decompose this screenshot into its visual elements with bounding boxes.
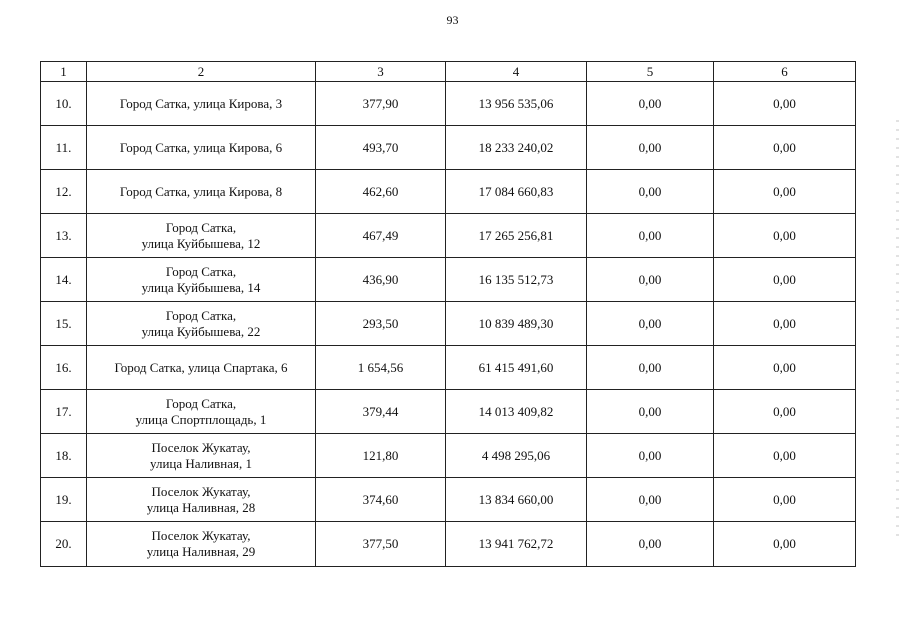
area-cell: 1 654,56 (316, 346, 446, 390)
value-col5-cell: 0,00 (587, 302, 714, 346)
address-line: улица Куйбышева, 22 (141, 323, 261, 339)
row-number-cell: 16. (41, 346, 87, 390)
area-cell: 121,80 (316, 434, 446, 478)
address-line: Город Сатка, (165, 219, 237, 235)
address-line: Город Сатка, (165, 395, 237, 411)
address-line: улица Спортплощадь, 1 (135, 411, 267, 427)
table-row (41, 214, 856, 258)
value-col6-cell: 0,00 (714, 302, 856, 346)
address-line: Город Сатка, улица Спартака, 6 (114, 359, 288, 375)
value-col5-cell: 0,00 (587, 126, 714, 170)
area-cell: 493,70 (316, 126, 446, 170)
value-col6-cell: 0,00 (714, 258, 856, 302)
row-number-cell: 10. (41, 82, 87, 126)
table-row (41, 478, 856, 522)
area-cell: 377,90 (316, 82, 446, 126)
area-cell: 377,50 (316, 522, 446, 567)
amount-cell: 13 956 535,06 (446, 82, 587, 126)
amount-cell: 4 498 295,06 (446, 434, 587, 478)
value-col5-cell: 0,00 (587, 214, 714, 258)
area-cell: 379,44 (316, 390, 446, 434)
value-col6-cell: 0,00 (714, 390, 856, 434)
row-number-cell: 20. (41, 522, 87, 567)
address-cell (87, 258, 316, 302)
row-number-cell: 18. (41, 434, 87, 478)
table-row (41, 126, 856, 170)
value-col6-cell: 0,00 (714, 346, 856, 390)
area-cell: 436,90 (316, 258, 446, 302)
address-line: улица Наливная, 28 (146, 499, 256, 515)
area-cell: 293,50 (316, 302, 446, 346)
address-cell (87, 214, 316, 258)
address-line: улица Куйбышева, 14 (141, 279, 261, 295)
address-cell (87, 478, 316, 522)
table-row (41, 82, 856, 126)
row-number-cell: 17. (41, 390, 87, 434)
address-line: Город Сатка, улица Кирова, 8 (119, 183, 283, 199)
address-cell (87, 390, 316, 434)
column-header: 2 (87, 62, 316, 82)
address-cell (87, 522, 316, 567)
table-header (41, 62, 856, 82)
column-header: 3 (316, 62, 446, 82)
table-row (41, 258, 856, 302)
row-number-cell: 12. (41, 170, 87, 214)
table-row (41, 522, 856, 567)
amount-cell: 10 839 489,30 (446, 302, 587, 346)
address-line: улица Куйбышева, 12 (141, 235, 261, 251)
address-line: Город Сатка, улица Кирова, 3 (119, 95, 283, 111)
address-line: Город Сатка, (165, 263, 237, 279)
address-line: Город Сатка, улица Кирова, 6 (119, 139, 283, 155)
row-number-cell: 15. (41, 302, 87, 346)
table-row (41, 346, 856, 390)
value-col6-cell: 0,00 (714, 170, 856, 214)
value-col6-cell: 0,00 (714, 522, 856, 567)
address-cell (87, 82, 316, 126)
address-cell (87, 126, 316, 170)
value-col6-cell: 0,00 (714, 214, 856, 258)
row-number-cell: 11. (41, 126, 87, 170)
amount-cell: 61 415 491,60 (446, 346, 587, 390)
row-number-cell: 19. (41, 478, 87, 522)
address-line: улица Наливная, 1 (150, 455, 252, 471)
column-header: 6 (714, 62, 856, 82)
value-col5-cell: 0,00 (587, 478, 714, 522)
column-header: 5 (587, 62, 714, 82)
value-col5-cell: 0,00 (587, 346, 714, 390)
address-cell (87, 302, 316, 346)
address-line: Поселок Жукатау, (151, 528, 251, 543)
amount-cell: 17 265 256,81 (446, 214, 587, 258)
column-header: 1 (41, 62, 87, 82)
table-row (41, 170, 856, 214)
value-col5-cell: 0,00 (587, 170, 714, 214)
area-cell: 462,60 (316, 170, 446, 214)
page-number: 93 (446, 13, 459, 27)
amount-cell: 17 084 660,83 (446, 170, 587, 214)
amount-cell: 18 233 240,02 (446, 126, 587, 170)
address-cell (87, 170, 316, 214)
value-col6-cell: 0,00 (714, 126, 856, 170)
row-number-cell: 13. (41, 214, 87, 258)
table-row (41, 434, 856, 478)
address-line: Поселок Жукатау, (151, 483, 251, 499)
value-col5-cell: 0,00 (587, 82, 714, 126)
column-header: 4 (446, 62, 587, 82)
address-line: Город Сатка, (165, 307, 237, 323)
header-row (41, 62, 856, 82)
scan-edge-marks (896, 120, 899, 540)
area-cell: 374,60 (316, 478, 446, 522)
value-col5-cell: 0,00 (587, 434, 714, 478)
data-table (40, 61, 856, 567)
value-col6-cell: 0,00 (714, 434, 856, 478)
address-cell (87, 346, 316, 390)
table-body (41, 82, 856, 567)
table-row (41, 390, 856, 434)
value-col6-cell: 0,00 (714, 478, 856, 522)
value-col6-cell: 0,00 (714, 82, 856, 126)
value-col5-cell: 0,00 (587, 390, 714, 434)
address-line: улица Наливная, 29 (146, 544, 256, 559)
value-col5-cell: 0,00 (587, 522, 714, 567)
table-row (41, 302, 856, 346)
address-line: Поселок Жукатау, (151, 439, 251, 455)
amount-cell: 14 013 409,82 (446, 390, 587, 434)
row-number-cell: 14. (41, 258, 87, 302)
address-cell (87, 434, 316, 478)
amount-cell: 13 834 660,00 (446, 478, 587, 522)
area-cell: 467,49 (316, 214, 446, 258)
value-col5-cell: 0,00 (587, 258, 714, 302)
amount-cell: 16 135 512,73 (446, 258, 587, 302)
amount-cell: 13 941 762,72 (446, 522, 587, 567)
